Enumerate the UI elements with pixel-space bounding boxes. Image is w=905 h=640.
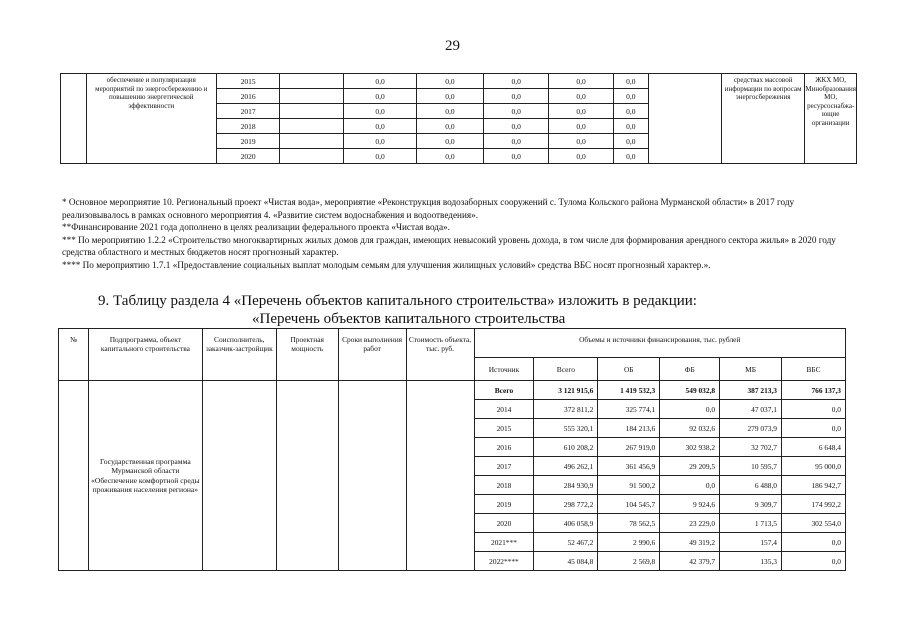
source-cell: 2018 [474, 476, 534, 495]
source-cell: 2015 [474, 419, 534, 438]
source-cell: 2021*** [474, 533, 534, 552]
mb-cell: 9 309,7 [720, 495, 782, 514]
mb-cell: 10 595,7 [720, 457, 782, 476]
value-cell: 0,0 [613, 89, 648, 104]
ob-cell: 1 419 532,3 [598, 381, 660, 400]
source-cell: 2014 [474, 400, 534, 419]
expected-result: средствах массовой информации по вопросам энергосбережения [721, 74, 804, 164]
cost-cell [406, 381, 474, 571]
value-cell: 0,0 [344, 119, 416, 134]
total-cell: 52 467,2 [534, 533, 598, 552]
cost-cell [280, 74, 344, 89]
terms-cell [338, 381, 406, 571]
year-cell: 2018 [216, 119, 280, 134]
value-cell: 0,0 [344, 74, 416, 89]
vbs-cell: 95 000,0 [782, 457, 846, 476]
footnote-1: * Основное мероприятие 10. Региональный проект «Чистая вода», мероприятие «Реконструкция водозаборных сооружений с. Тулома Кольского района Мурманской области» в 2017 году реализовывалось в рамках основного мероприятия 4. «Развитие систем водоснабжения и водоотведения». [62, 197, 795, 220]
value-cell: 0,0 [416, 104, 484, 119]
value-cell: 0,0 [416, 134, 484, 149]
fb-cell: 549 032,8 [660, 381, 720, 400]
value-cell: 0,0 [549, 104, 614, 119]
value-cell: 0,0 [416, 149, 484, 164]
total-cell: 555 320,1 [534, 419, 598, 438]
ob-cell: 2 569,8 [598, 552, 660, 571]
blank-cell [648, 74, 721, 164]
table-row [61, 74, 857, 89]
measures-table [60, 73, 857, 164]
source-cell: 2022**** [474, 552, 534, 571]
year-cell: 2019 [216, 134, 280, 149]
value-cell: 0,0 [484, 119, 549, 134]
year-cell: 2015 [216, 74, 280, 89]
mb-cell: 279 073,9 [720, 419, 782, 438]
value-cell: 0,0 [613, 74, 648, 89]
table-title: «Перечень объектов капитального строительства [252, 311, 566, 327]
header-subprogram: Подпрограмма, объект капитального строительства [88, 329, 202, 381]
program-name: Государственная программа Мурманской области «Обеспечение комфортной среды проживания населения региона» [88, 381, 202, 571]
header-coexecutor: Соисполнитель, заказчик-застройщик [202, 329, 276, 381]
value-cell: 0,0 [344, 149, 416, 164]
vbs-cell: 302 554,0 [782, 514, 846, 533]
ob-cell: 361 456,9 [598, 457, 660, 476]
year-cell: 2020 [216, 149, 280, 164]
header-source: Источник [474, 358, 534, 381]
source-cell: 2020 [474, 514, 534, 533]
mb-cell: 1 713,5 [720, 514, 782, 533]
ob-cell: 184 213,6 [598, 419, 660, 438]
executors: ЖКХ МО, Минобразования МО, ресурсоснабжа-ющие организации [805, 74, 857, 164]
ob-cell: 267 919,0 [598, 438, 660, 457]
ob-cell: 104 545,7 [598, 495, 660, 514]
footnote-2: **Финансирование 2021 года дополнено в целях реализации федерального проекта «Чистая вода». [62, 222, 450, 233]
fb-cell: 92 032,6 [660, 419, 720, 438]
header-funding: Объемы и источники финансирования, тыс. рублей [474, 329, 846, 358]
vbs-cell: 186 942,7 [782, 476, 846, 495]
value-cell: 0,0 [484, 134, 549, 149]
fb-cell: 0,0 [660, 476, 720, 495]
fb-cell: 49 319,2 [660, 533, 720, 552]
footnote-4: **** По мероприятию 1.7.1 «Предоставление социальных выплат молодым семьям для улучшения жилищных условий» средства ВБС носят прогнозный характер.». [62, 259, 711, 270]
value-cell: 0,0 [549, 134, 614, 149]
row-num-cell [61, 74, 87, 164]
value-cell: 0,0 [344, 134, 416, 149]
ob-cell: 2 990,6 [598, 533, 660, 552]
capital-objects-table [58, 328, 846, 571]
source-cell: 2019 [474, 495, 534, 514]
header-vbs: ВБС [782, 358, 846, 381]
ob-cell: 78 562,5 [598, 514, 660, 533]
header-ob: ОБ [598, 358, 660, 381]
mb-cell: 32 702,7 [720, 438, 782, 457]
vbs-cell: 0,0 [782, 419, 846, 438]
vbs-cell: 766 137,3 [782, 381, 846, 400]
fb-cell: 9 924,6 [660, 495, 720, 514]
value-cell: 0,0 [484, 89, 549, 104]
value-cell: 0,0 [613, 104, 648, 119]
total-cell: 284 930,9 [534, 476, 598, 495]
header-total: Всего [534, 358, 598, 381]
value-cell: 0,0 [549, 149, 614, 164]
vbs-cell: 174 992,2 [782, 495, 846, 514]
vbs-cell: 6 648,4 [782, 438, 846, 457]
capacity-cell [276, 381, 338, 571]
value-cell: 0,0 [344, 89, 416, 104]
fb-cell: 42 379,7 [660, 552, 720, 571]
vbs-cell: 0,0 [782, 533, 846, 552]
value-cell: 0,0 [549, 89, 614, 104]
vbs-cell: 0,0 [782, 552, 846, 571]
header-capacity: Проектная мощность [276, 329, 338, 381]
mb-cell: 47 037,1 [720, 400, 782, 419]
fb-cell: 0,0 [660, 400, 720, 419]
coexecutor-cell [202, 381, 276, 571]
header-terms: Сроки выполнения работ [338, 329, 406, 381]
header-cost: Стоимость объекта, тыс. руб. [406, 329, 474, 381]
value-cell: 0,0 [549, 119, 614, 134]
mb-cell: 387 213,3 [720, 381, 782, 400]
value-cell: 0,0 [613, 119, 648, 134]
table-row [59, 381, 846, 400]
cost-cell [280, 119, 344, 134]
value-cell: 0,0 [484, 149, 549, 164]
header-mb: МБ [720, 358, 782, 381]
measure-description: обеспечение и популяризация мероприятий по энергосбережению и повышению энергетической эффективности [86, 74, 216, 164]
value-cell: 0,0 [613, 134, 648, 149]
year-cell: 2017 [216, 104, 280, 119]
header-num: № [59, 329, 89, 381]
fb-cell: 302 938,2 [660, 438, 720, 457]
value-cell: 0,0 [416, 119, 484, 134]
value-cell: 0,0 [484, 104, 549, 119]
mb-cell: 6 488,0 [720, 476, 782, 495]
total-cell: 3 121 915,6 [534, 381, 598, 400]
fb-cell: 23 229,0 [660, 514, 720, 533]
ob-cell: 325 774,1 [598, 400, 660, 419]
cost-cell [280, 104, 344, 119]
cost-cell [280, 149, 344, 164]
ob-cell: 91 500,2 [598, 476, 660, 495]
page-number: 29 [445, 38, 460, 54]
value-cell: 0,0 [484, 74, 549, 89]
header-fb: ФБ [660, 358, 720, 381]
row-num-cell [59, 381, 89, 571]
year-cell: 2016 [216, 89, 280, 104]
total-cell: 496 262,1 [534, 457, 598, 476]
mb-cell: 135,3 [720, 552, 782, 571]
total-cell: 372 811,2 [534, 400, 598, 419]
fb-cell: 29 209,5 [660, 457, 720, 476]
section-heading: 9. Таблицу раздела 4 «Перечень объектов капитального строительства» изложить в редакции: [98, 293, 697, 309]
value-cell: 0,0 [613, 149, 648, 164]
total-cell: 45 084,8 [534, 552, 598, 571]
value-cell: 0,0 [416, 89, 484, 104]
cost-cell [280, 134, 344, 149]
mb-cell: 157,4 [720, 533, 782, 552]
source-cell: 2016 [474, 438, 534, 457]
source-cell: 2017 [474, 457, 534, 476]
value-cell: 0,0 [344, 104, 416, 119]
total-cell: 610 208,2 [534, 438, 598, 457]
source-cell: Всего [474, 381, 534, 400]
footnote-3: *** По мероприятию 1.2.2 «Строительство многоквартирных жилых домов для граждан, имеющих невысокий уровень дохода, в том числе для формирования арендного сектора жилья» в 2020 году средства областного и местных бюджетов носят прогнозный характер. [62, 234, 836, 258]
value-cell: 0,0 [416, 74, 484, 89]
value-cell: 0,0 [549, 74, 614, 89]
footnotes [62, 196, 852, 272]
total-cell: 406 058,9 [534, 514, 598, 533]
cost-cell [280, 89, 344, 104]
total-cell: 298 772,2 [534, 495, 598, 514]
vbs-cell: 0,0 [782, 400, 846, 419]
